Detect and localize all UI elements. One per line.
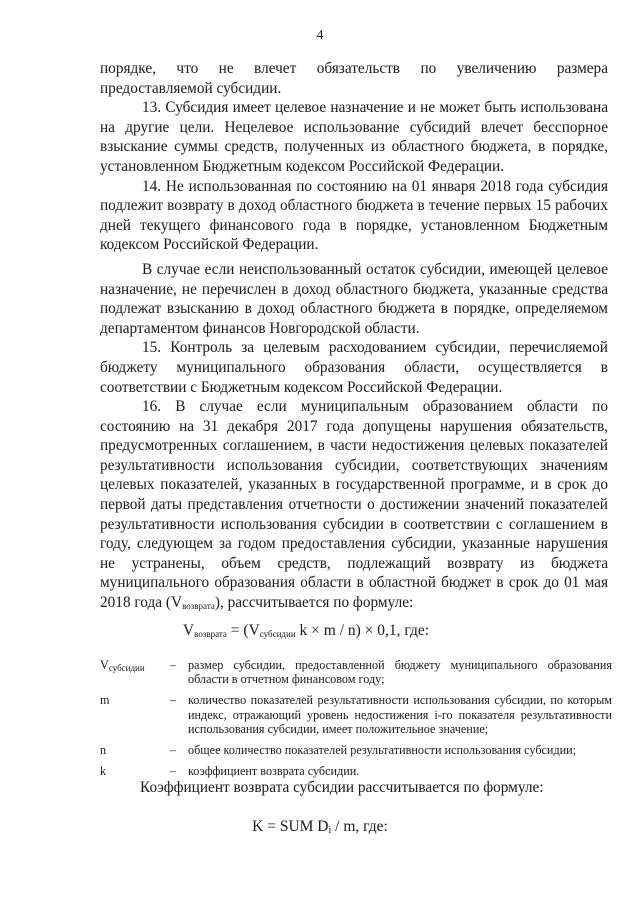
definition-text: коэффициент возврата субсидии. (188, 764, 360, 779)
definition-row (100, 658, 612, 686)
page-number: 4 (316, 28, 324, 43)
formula-refund-rest: k × m / n) × 0,1, где: (295, 622, 430, 639)
paragraph-16-tail: ), рассчитывается по формуле: (214, 594, 414, 612)
formula-coefficient-sub: i (328, 825, 332, 836)
paragraph-14: 14. Не использованная по состоянию на 01 января 2018 года субсидия подлежит возврату в доход областного бюджета в течение первых 15 рабочих дней текущего финансового года в порядке, установленном Бюджетным кодексом Российской Федерации. (100, 177, 608, 254)
paragraph-16-text: 16. В случае если муниципальным образованием области по состоянию на 31 декабря 2017 года допущены нарушения обязательств, предусмотренных соглашением, в части недостижения целевых показателей результативности использования субсидии, соответствующих значениям целевых показателей, указанных в государственной программе, и в срок до первой даты представления отчетности о достижении значений показателей результативности использования субсидии в соответствии с соглашением в году, следующем за годом предоставления субсидии, указанные нарушения не устранены, объем средств, подлежащий возврату из бюджета муниципального образования области в областной бюджет в срок до 01 мая 2018 года (V (100, 398, 608, 612)
formula-refund (0, 622, 626, 640)
definition-text: общее количество показателей результативности использования субсидии; (188, 743, 577, 758)
formula-coefficient-main: K = SUM D (252, 818, 329, 835)
body-text (100, 59, 608, 617)
definition-term: m (100, 693, 110, 708)
definition-dash: – (170, 693, 177, 708)
definition-term: k (100, 764, 107, 779)
definition-text: размер субсидии, предоставленной бюджету муниципального образования области в отчетном финансовом году; (188, 658, 612, 687)
definition-dash: – (170, 658, 177, 672)
definition-dash: – (170, 743, 177, 758)
formula-coefficient-tail: / m, где: (331, 818, 388, 835)
definition-text: количество показателей результативности использования субсидии, по которым индекс, отражающий уровень недостижения i-го показателя результативности использования субсидии, имеет положительное значение; (188, 693, 612, 736)
definitions-list (100, 658, 612, 785)
paragraph-13: 13. Субсидия имеет целевое назначение и не может быть использована на другие цели. Нецелевое использование субсидий влечет бесспорное взыскание суммы средств, полученных из областного бюджета, в порядке, установленном Бюджетным кодексом Российской Федерации. (100, 99, 608, 175)
formula-refund-lhs-sub: возврата (194, 629, 227, 639)
formula-coefficient (0, 818, 640, 836)
definition-term: n (100, 743, 107, 758)
definition-row (100, 743, 612, 757)
formula-refund-eq: = (V (226, 622, 260, 639)
coefficient-intro: Коэффициент возврата субсидии рассчитывается по формуле: (140, 779, 544, 796)
formula-refund-rhs-sub: субсидии (259, 629, 296, 639)
formula-refund-lhs: V (182, 622, 195, 639)
definition-row (100, 764, 612, 778)
definition-dash: – (170, 764, 177, 779)
paragraph-16-subscript: возврата (182, 601, 215, 612)
paragraph-15: 15. Контроль за целевым расходованием субсидии, перечисляемой бюджету муниципального образования области, осуществляется в соответствии с Бюджетным кодексом Российской Федерации. (100, 339, 608, 396)
paragraph-continuation: порядке, что не влечет обязательств по увеличению размера предоставляемой субсидии. (100, 60, 608, 97)
definition-row (100, 693, 612, 736)
paragraph-16 (100, 397, 608, 617)
definition-term: $V_{субсидии}$ (100, 658, 145, 673)
paragraph-14-remainder: В случае если неиспользованный остаток субсидии, имеющей целевое назначение, не перечислен в доход областного бюджета, указанные средства подлежат взысканию в доход областного бюджета в порядке, определяемом департаментом финансов Новгородской области. (100, 260, 608, 337)
